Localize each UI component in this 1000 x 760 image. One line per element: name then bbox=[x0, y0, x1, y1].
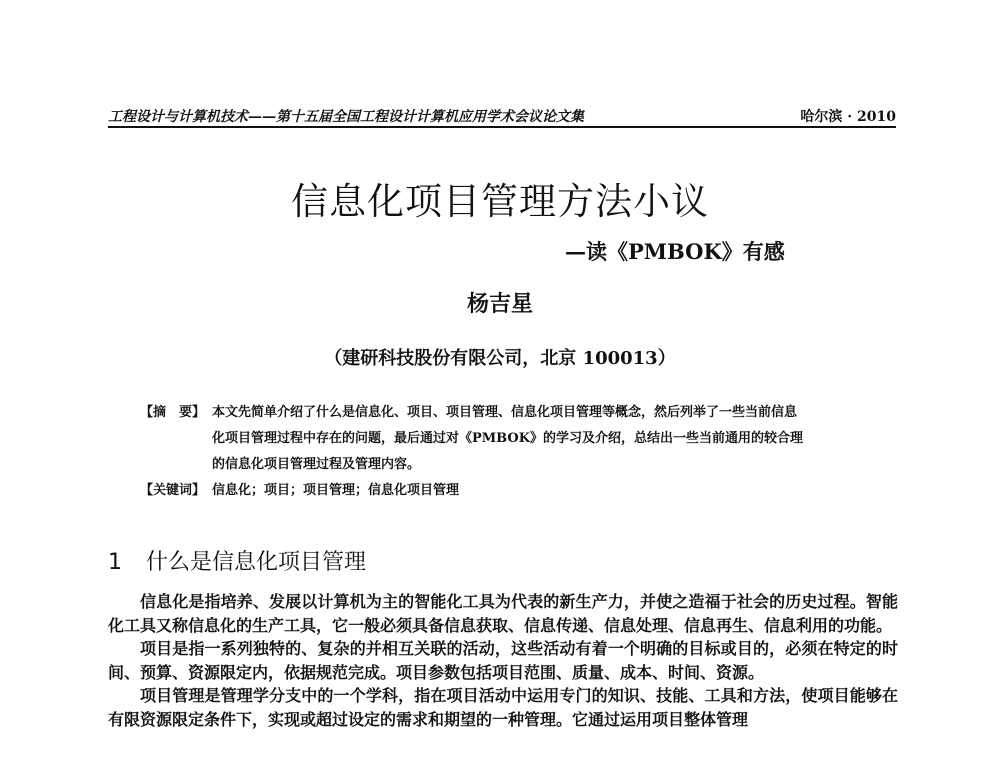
running-header-right: 哈尔滨 · 2010 bbox=[800, 109, 896, 125]
abstract-row bbox=[140, 400, 896, 426]
abstract-label: 【摘 要】 bbox=[140, 405, 206, 420]
section-number: 1 bbox=[108, 550, 122, 575]
section-body bbox=[108, 590, 898, 731]
abstract-line: 化项目管理过程中存在的问题，最后通过对《PMBOK》的学习及介绍，总结出一些当前通用的较合理 bbox=[212, 431, 804, 446]
abstract-row bbox=[140, 452, 896, 478]
abstract-row bbox=[140, 426, 896, 452]
paper-subtitle: —读《PMBOK》有感 bbox=[565, 239, 785, 264]
body-paragraph: 项目是指一系列独特的、复杂的并相互关联的活动，这些活动有着一个明确的目标或目的，必须在特定的时间、预算、资源限定内，依据规范完成。项目参数包括项目范围、质量、成本、时间、资源。 bbox=[108, 639, 898, 682]
paper-author: 杨吉星 bbox=[466, 291, 533, 317]
paper-title: 信息化项目管理方法小议 bbox=[291, 180, 709, 223]
keywords-text: 信息化；项目；项目管理；信息化项目管理 bbox=[212, 483, 460, 498]
running-header-left: 工程设计与计算机技术——第十五届全国工程设计计算机应用学术会议论文集 bbox=[108, 109, 584, 125]
abstract-line: 的信息化项目管理过程及管理内容。 bbox=[212, 457, 421, 472]
section-title: 什么是信息化项目管理 bbox=[146, 550, 367, 575]
abstract-block bbox=[140, 400, 896, 504]
abstract-line: 本文先简单介绍了什么是信息化、项目、项目管理、信息化项目管理等概念，然后列举了一些当前信息 bbox=[212, 405, 798, 420]
paper-affiliation: （建研科技股份有限公司，北京 100013） bbox=[324, 348, 676, 369]
body-paragraph: 项目管理是管理学分支中的一个学科，指在项目活动中运用专门的知识、技能、工具和方法，使项目能够在有限资源限定条件下，实现或超过设定的需求和期望的一种管理。它通过运用项目整体管理 bbox=[108, 686, 898, 729]
section-heading bbox=[108, 545, 366, 576]
keywords-label: 【关键词】 bbox=[140, 483, 206, 498]
keywords-row bbox=[140, 478, 896, 504]
body-paragraph: 信息化是指培养、发展以计算机为主的智能化工具为代表的新生产力，并使之造福于社会的历史过程。智能化工具又称信息化的生产工具，它一般必须具备信息获取、信息传递、信息处理、信息再生、信息利用的功能。 bbox=[108, 592, 898, 635]
running-header bbox=[108, 104, 896, 128]
